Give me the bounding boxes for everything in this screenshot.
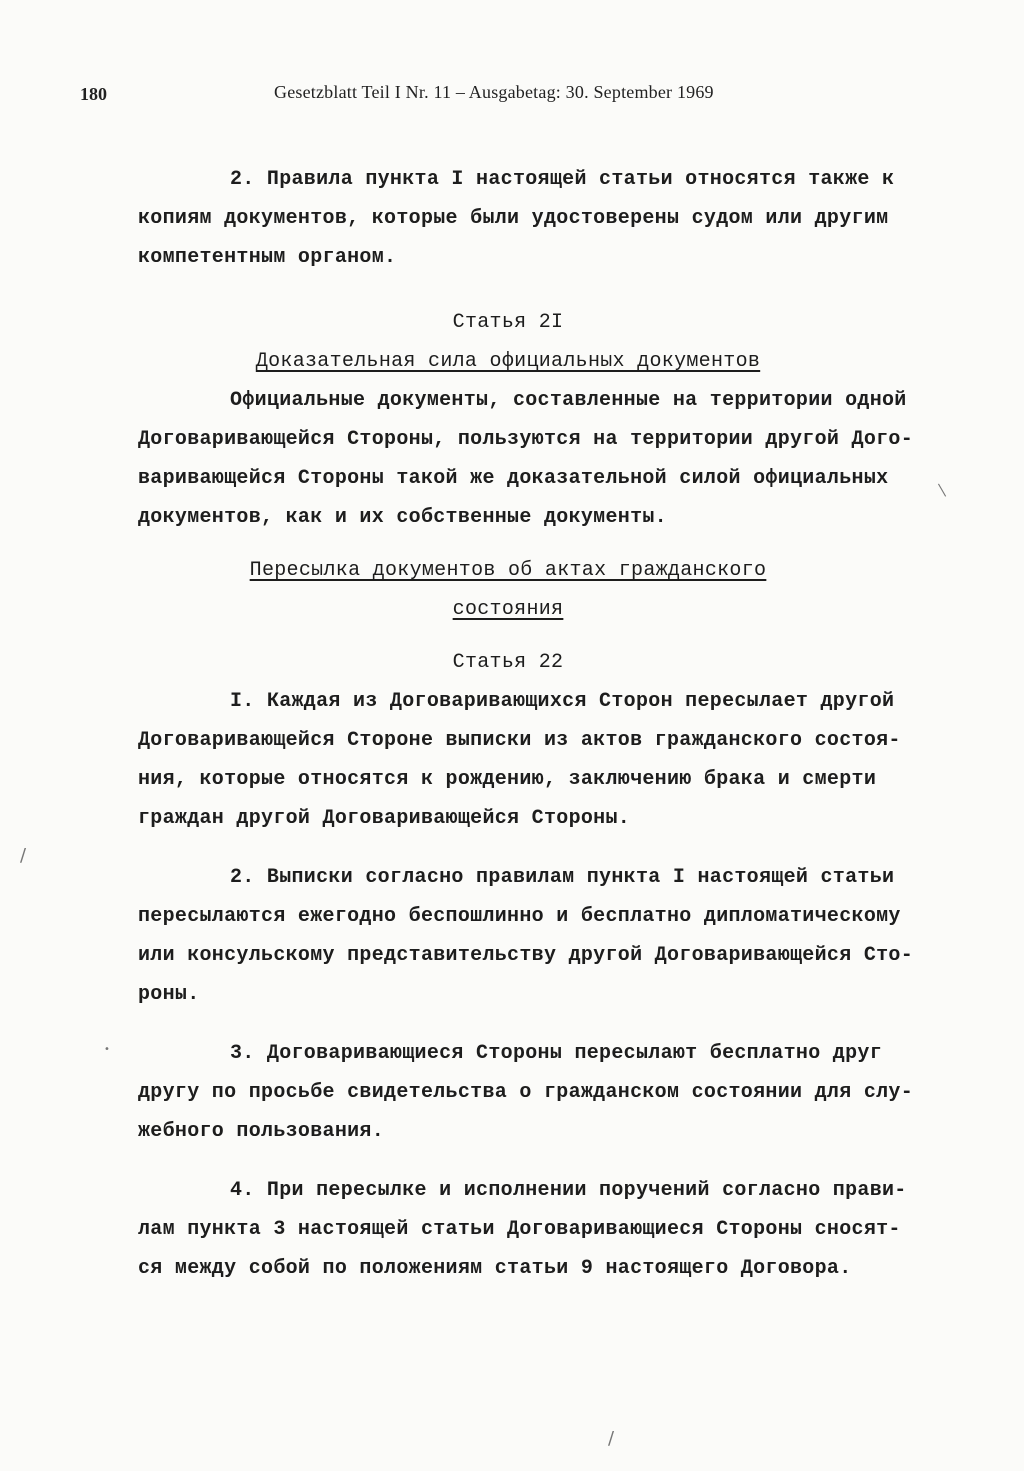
article-22-paragraph-3 xyxy=(138,1034,914,1151)
article-21-text xyxy=(138,381,914,537)
article-21-title: Доказательная сила официальных документов xyxy=(255,350,761,373)
text-line: ся между собой по положениям статьи 9 настоящего Договора. xyxy=(138,1257,852,1280)
scan-mark: — xyxy=(930,477,956,502)
text-line: 4. При пересылке и исполнении поручений согласно прави- xyxy=(230,1179,907,1202)
section-title-line-1: Пересылка документов об актах гражданского xyxy=(249,559,767,582)
article-22-paragraph-1 xyxy=(138,682,901,838)
text-line: 2. Правила пункта I настоящей статьи относятся также к xyxy=(230,168,895,191)
page-header xyxy=(0,78,1024,108)
running-head: Gesetzblatt Teil I Nr. 11 – Ausgabetag: 30. September 1969 xyxy=(274,82,714,102)
text-line: ния, которые относятся к рождению, заключению брака и смерти xyxy=(138,768,877,791)
paragraph-1 xyxy=(138,160,895,277)
text-line: 3. Договаривающиеся Стороны пересылают бесплатно друг xyxy=(230,1042,883,1065)
text-line: Договаривающейся Стороны, пользуются на территории другой Дого- xyxy=(138,428,914,451)
scan-mark: / xyxy=(608,1428,615,1449)
scan-mark: / xyxy=(20,845,27,866)
text-line: Официальные документы, составленные на территории одной xyxy=(230,389,907,412)
article-21-label: Статья 2I xyxy=(452,311,564,334)
article-22-paragraph-2 xyxy=(138,858,914,1014)
section-title-line-2: состояния xyxy=(452,598,564,621)
text-line: I. Каждая из Договаривающихся Сторон пересылает другой xyxy=(230,690,895,713)
document-body xyxy=(138,160,914,1288)
text-line: Договаривающейся Стороне выписки из актов гражданского состоя- xyxy=(138,729,901,752)
text-line: жебного пользования. xyxy=(138,1120,385,1143)
text-line: копиям документов, которые были удостоверены судом или другим xyxy=(138,207,889,230)
text-line: пересылаются ежегодно беспошлинно и бесплатно дипломатическому xyxy=(138,905,901,928)
scan-mark: • xyxy=(104,1044,110,1055)
text-line: роны. xyxy=(138,983,200,1006)
text-line: варивающейся Стороны такой же доказательной силой официальных xyxy=(138,467,889,490)
text-line: граждан другой Договаривающейся Стороны. xyxy=(138,807,631,830)
page-number: 180 xyxy=(80,84,107,104)
text-line: лам пункта 3 настоящей статьи Договаривающиеся Стороны сносят- xyxy=(138,1218,901,1241)
article-22-label: Статья 22 xyxy=(452,651,564,674)
text-line: другу по просьбе свидетельства о гражданском состоянии для слу- xyxy=(138,1081,914,1104)
text-line: компетентным органом. xyxy=(138,246,397,269)
text-line: 2. Выписки согласно правилам пункта I настоящей статьи xyxy=(230,866,895,889)
article-22-paragraph-4 xyxy=(138,1171,907,1288)
text-line: или консульскому представительству другой Договаривающейся Сто- xyxy=(138,944,914,967)
text-line: документов, как и их собственные документы. xyxy=(138,506,667,529)
